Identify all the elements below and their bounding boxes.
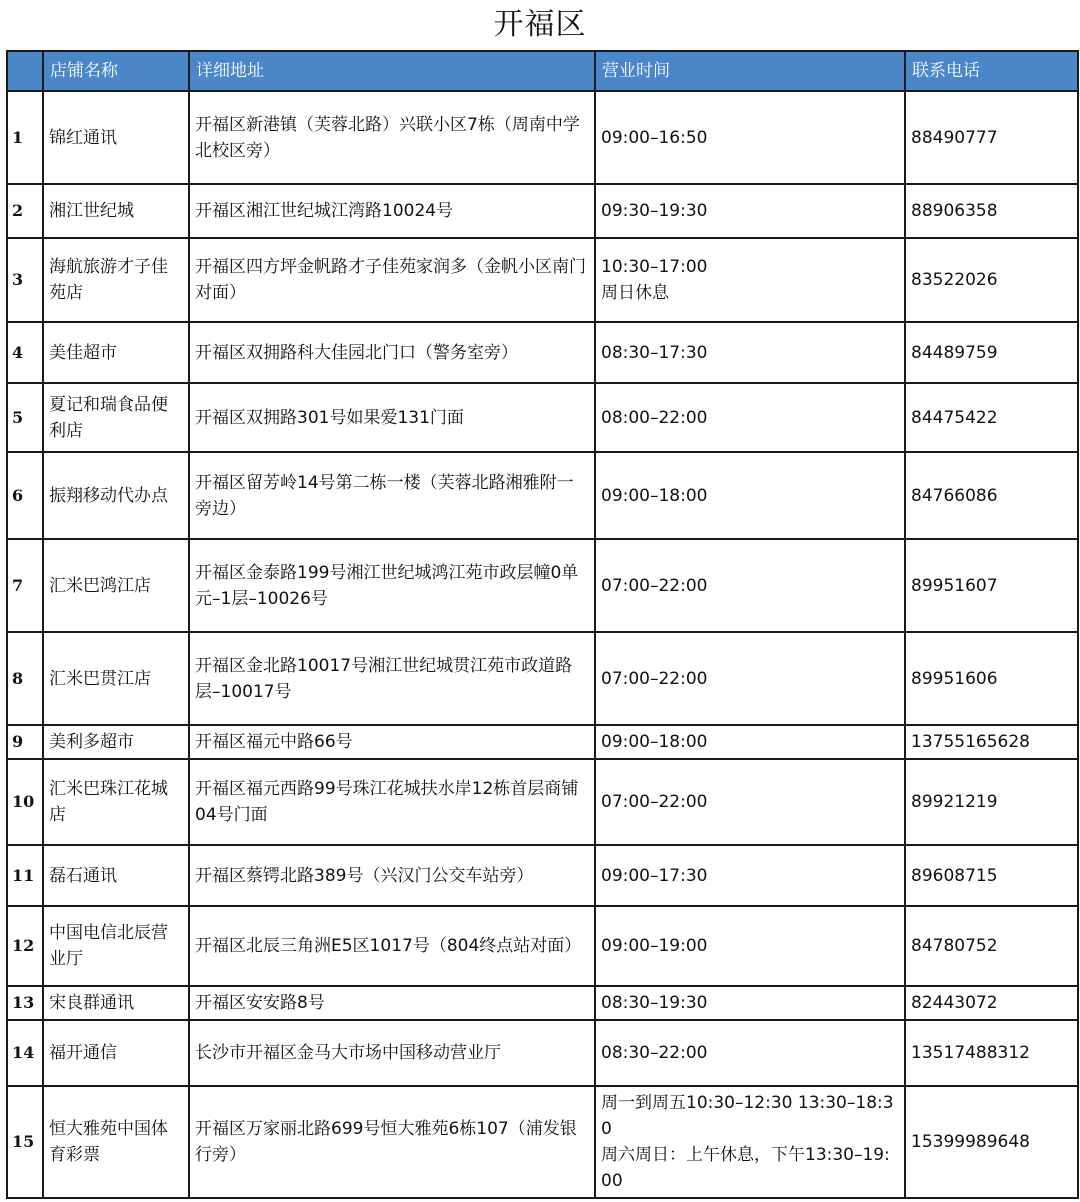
address-cell: 开福区福元西路99号珠江花城扶水岸12栋首层商铺04号门面 — [189, 759, 595, 845]
row-number: 5 — [7, 383, 43, 452]
hours-cell: 周一到周五10:30–12:30 13:30–18:30 周六周日：上午休息，下午13:30–19:00 — [595, 1086, 905, 1198]
phone-cell: 84780752 — [905, 906, 1078, 986]
table-row — [7, 725, 1078, 759]
address-cell: 开福区福元中路66号 — [189, 725, 595, 759]
row-number: 7 — [7, 539, 43, 632]
phone-cell: 89951607 — [905, 539, 1078, 632]
store-name-cell: 汇米巴贯江店 — [43, 632, 189, 725]
phone-cell: 88490777 — [905, 91, 1078, 184]
phone-cell: 13755165628 — [905, 725, 1078, 759]
address-cell: 长沙市开福区金马大市场中国移动营业厅 — [189, 1020, 595, 1086]
store-name-cell: 宋良群通讯 — [43, 986, 189, 1020]
table-row — [7, 759, 1078, 845]
row-number: 2 — [7, 184, 43, 238]
hours-cell: 09:00–18:00 — [595, 452, 905, 539]
phone-cell: 84475422 — [905, 383, 1078, 452]
row-number: 3 — [7, 238, 43, 322]
store-name-cell: 锦红通讯 — [43, 91, 189, 184]
store-table — [6, 50, 1079, 1199]
phone-cell: 89608715 — [905, 845, 1078, 906]
row-number: 15 — [7, 1086, 43, 1198]
row-number: 11 — [7, 845, 43, 906]
row-number: 10 — [7, 759, 43, 845]
hours-cell: 07:00–22:00 — [595, 759, 905, 845]
phone-cell: 84766086 — [905, 452, 1078, 539]
hours-cell: 09:30–19:30 — [595, 184, 905, 238]
address-cell: 开福区金泰路199号湘江世纪城鸿江苑市政层幢0单元–1层–10026号 — [189, 539, 595, 632]
address-cell: 开福区新港镇（芙蓉北路）兴联小区7栋（周南中学北校区旁） — [189, 91, 595, 184]
phone-cell: 89951606 — [905, 632, 1078, 725]
table-row — [7, 632, 1078, 725]
phone-cell: 13517488312 — [905, 1020, 1078, 1086]
header-index — [7, 51, 43, 91]
hours-cell: 08:30–17:30 — [595, 322, 905, 383]
address-cell: 开福区安安路8号 — [189, 986, 595, 1020]
header-store-name: 店铺名称 — [43, 51, 189, 91]
table-row — [7, 91, 1078, 184]
table-row — [7, 539, 1078, 632]
row-number: 4 — [7, 322, 43, 383]
table-row — [7, 906, 1078, 986]
store-name-cell: 海航旅游才子佳苑店 — [43, 238, 189, 322]
address-cell: 开福区双拥路301号如果爱131门面 — [189, 383, 595, 452]
address-cell: 开福区万家丽北路699号恒大雅苑6栋107（浦发银行旁） — [189, 1086, 595, 1198]
store-name-cell: 磊石通讯 — [43, 845, 189, 906]
hours-cell: 09:00–19:00 — [595, 906, 905, 986]
hours-cell: 08:30–22:00 — [595, 1020, 905, 1086]
table-row — [7, 845, 1078, 906]
table-header-row — [7, 51, 1078, 91]
table-row — [7, 452, 1078, 539]
table-row — [7, 184, 1078, 238]
hours-cell: 09:00–18:00 — [595, 725, 905, 759]
row-number: 12 — [7, 906, 43, 986]
store-name-cell: 美佳超市 — [43, 322, 189, 383]
store-name-cell: 汇米巴珠江花城店 — [43, 759, 189, 845]
store-name-cell: 福开通信 — [43, 1020, 189, 1086]
table-row — [7, 1020, 1078, 1086]
address-cell: 开福区北辰三角洲E5区1017号（804终点站对面） — [189, 906, 595, 986]
row-number: 9 — [7, 725, 43, 759]
store-name-cell: 振翔移动代办点 — [43, 452, 189, 539]
header-address: 详细地址 — [189, 51, 595, 91]
address-cell: 开福区双拥路科大佳园北门口（警务室旁） — [189, 322, 595, 383]
table-row — [7, 986, 1078, 1020]
header-phone: 联系电话 — [905, 51, 1078, 91]
row-number: 6 — [7, 452, 43, 539]
row-number: 14 — [7, 1020, 43, 1086]
address-cell: 开福区金北路10017号湘江世纪城贯江苑市政道路层–10017号 — [189, 632, 595, 725]
row-number: 8 — [7, 632, 43, 725]
row-number: 1 — [7, 91, 43, 184]
table-row — [7, 238, 1078, 322]
store-name-cell: 恒大雅苑中国体育彩票 — [43, 1086, 189, 1198]
phone-cell: 82443072 — [905, 986, 1078, 1020]
phone-cell: 89921219 — [905, 759, 1078, 845]
store-name-cell: 美利多超市 — [43, 725, 189, 759]
address-cell: 开福区湘江世纪城江湾路10024号 — [189, 184, 595, 238]
store-name-cell: 夏记和瑞食品便利店 — [43, 383, 189, 452]
phone-cell: 15399989648 — [905, 1086, 1078, 1198]
hours-cell: 07:00–22:00 — [595, 539, 905, 632]
hours-cell: 09:00–16:50 — [595, 91, 905, 184]
header-hours: 营业时间 — [595, 51, 905, 91]
hours-cell: 07:00–22:00 — [595, 632, 905, 725]
store-name-cell: 中国电信北辰营业厅 — [43, 906, 189, 986]
address-cell: 开福区蔡锷北路389号（兴汉门公交车站旁） — [189, 845, 595, 906]
address-cell: 开福区留芳岭14号第二栋一楼（芙蓉北路湘雅附一旁边） — [189, 452, 595, 539]
hours-cell: 09:00–17:30 — [595, 845, 905, 906]
table-row — [7, 383, 1078, 452]
hours-cell: 10:30–17:00 周日休息 — [595, 238, 905, 322]
hours-cell: 08:30–19:30 — [595, 986, 905, 1020]
phone-cell: 84489759 — [905, 322, 1078, 383]
table-row — [7, 1086, 1078, 1198]
row-number: 13 — [7, 986, 43, 1020]
page-title: 开福区 — [493, 7, 587, 42]
table-row — [7, 322, 1078, 383]
phone-cell: 88906358 — [905, 184, 1078, 238]
hours-cell: 08:00–22:00 — [595, 383, 905, 452]
store-name-cell: 汇米巴鸿江店 — [43, 539, 189, 632]
phone-cell: 83522026 — [905, 238, 1078, 322]
store-name-cell: 湘江世纪城 — [43, 184, 189, 238]
address-cell: 开福区四方坪金帆路才子佳苑家润多（金帆小区南门对面） — [189, 238, 595, 322]
